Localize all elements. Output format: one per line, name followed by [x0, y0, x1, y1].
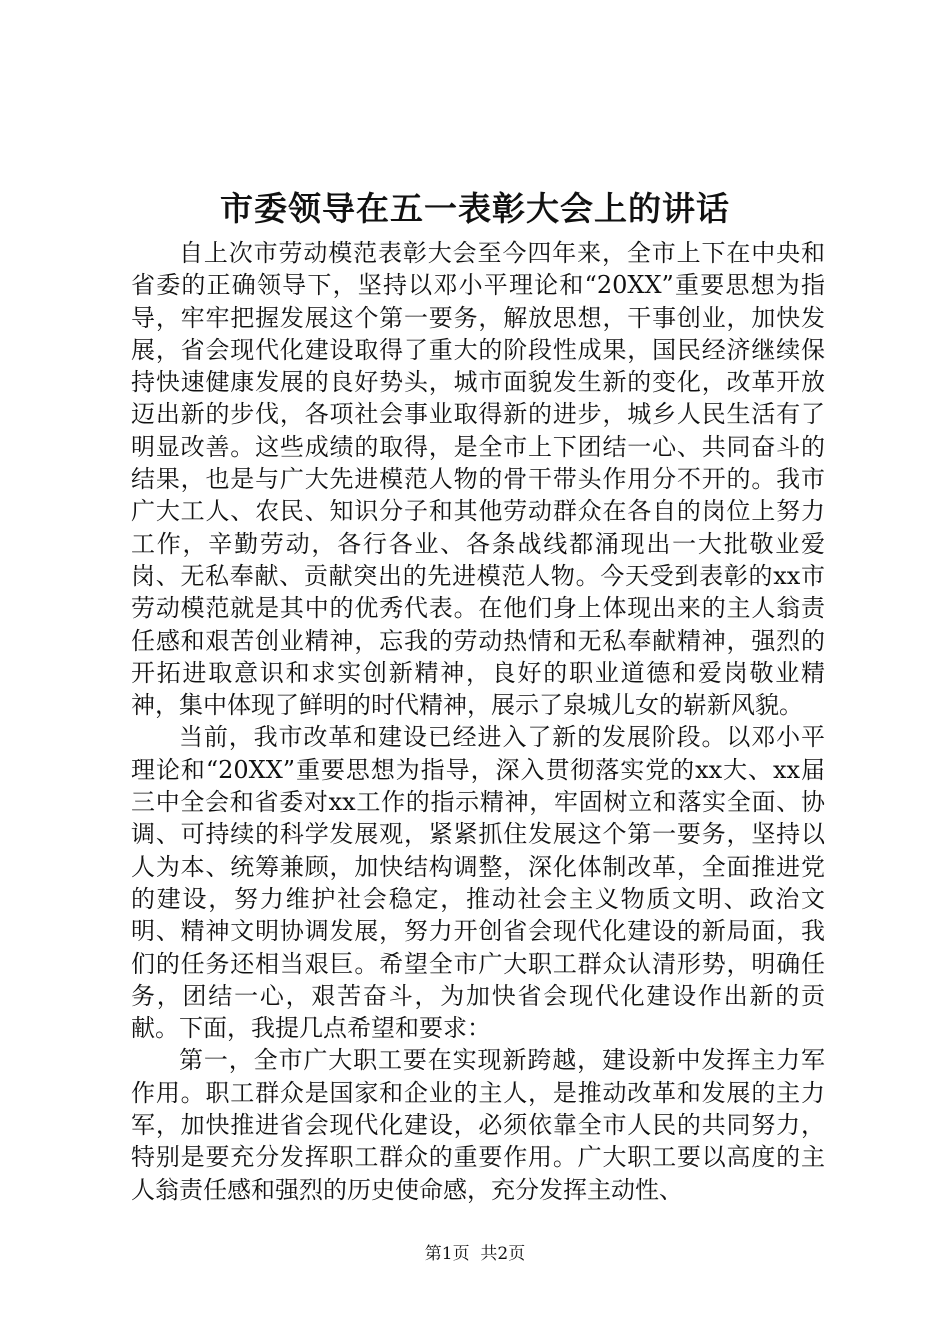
- document-title: 市委领导在五一表彰大会上的讲话: [220, 189, 730, 228]
- document-body: [131, 237, 825, 1206]
- body-paragraph-2: 当前，我市改革和建设已经进入了新的发展阶段。以邓小平理论和“20XX”重要思想为指导，深入贯彻落实党的xx大、xx届三中全会和省委对xx工作的指示精神，牢固树立和落实全面、协调、可持续的科学发展观，紧紧抓住发展这个第一要务，坚持以人为本、统筹兼顾，加快结构调整，深化体制改革，全面推进党的建设，努力维护社会稳定，推动社会主义物质文明、政治文明、精神文明协调发展，努力开创省会现代化建设的新局面，我们的任务还相当艰巨。希望全市广大职工群众认清形势，明确任务，团结一心，艰苦奋斗，为加快省会现代化建设作出新的贡献。下面，我提几点希望和要求：: [131, 723, 825, 1043]
- page-number-footer: 第1页 共2页: [424, 1244, 526, 1264]
- body-paragraph-3: 第一，全市广大职工要在实现新跨越，建设新中发挥主力军作用。职工群众是国家和企业的主人，是推动改革和发展的主力军，加快推进省会现代化建设，必须依靠全市人民的共同努力，特别是要充分发挥职工群众的重要作用。广大职工要以高度的主人翁责任感和强烈的历史使命感，充分发挥主动性、: [131, 1046, 825, 1204]
- body-paragraph-1: 自上次市劳动模范表彰大会至今四年来，全市上下在中央和省委的正确领导下，坚持以邓小平理论和“20XX”重要思想为指导，牢牢把握发展这个第一要务，解放思想，干事创业，加快发展，省会现代化建设取得了重大的阶段性成果，国民经济继续保持快速健康发展的良好势头，城市面貌发生新的变化，改革开放迈出新的步伐，各项社会事业取得新的进步，城乡人民生活有了明显改善。这些成绩的取得，是全市上下团结一心、共同奋斗的结果，也是与广大先进模范人物的骨干带头作用分不开的。我市广大工人、农民、知识分子和其他劳动群众在各自的岗位上努力工作，辛勤劳动，各行各业、各条战线都涌现出一大批敬业爱岗、无私奉献、贡献突出的先进模范人物。今天受到表彰的xx市劳动模范就是其中的优秀代表。在他们身上体现出来的主人翁责任感和艰苦创业精神，忘我的劳动热情和无私奉献精神，强烈的开拓进取意识和求实创新精神，良好的职业道德和爱岗敬业精神，集中体现了鲜明的时代精神，展示了泉城儿女的崭新风貌。: [131, 239, 825, 720]
